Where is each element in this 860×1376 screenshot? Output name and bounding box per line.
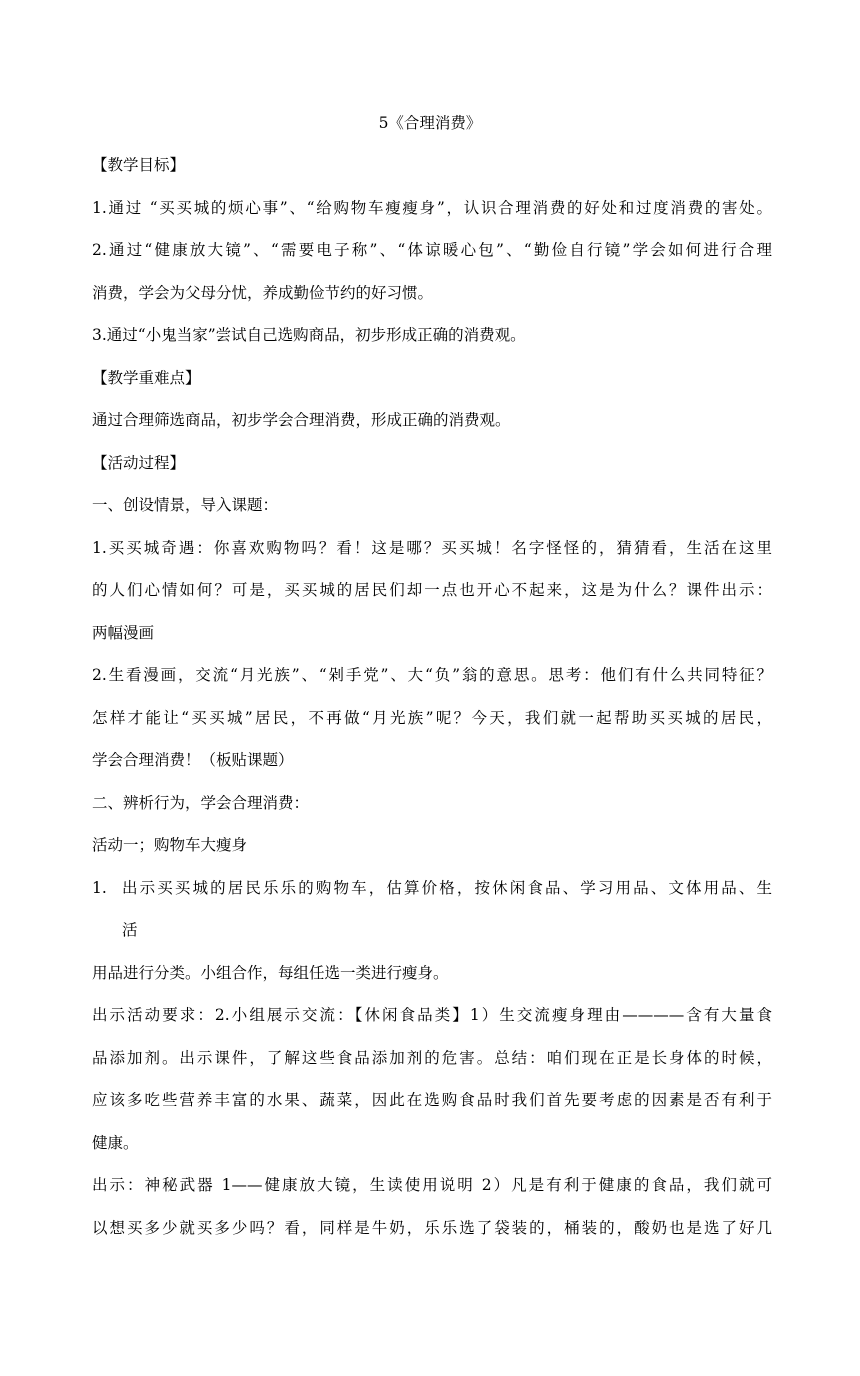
goal-2-line-2: 消费，学会为父母分忧，养成勤俭节约的好习惯。 — [92, 284, 434, 302]
list-item-line-2: 活 — [122, 921, 138, 939]
paragraph-1-line-1: 1.买买城奇遇：你喜欢购物吗？看！这是哪？买买城！名字怪怪的，猜猜看，生活在这里 — [92, 539, 772, 557]
list-item-number: 1. — [92, 879, 107, 897]
list-item-line-1: 出示买买城的居民乐乐的购物车，估算价格，按休闲食品、学习用品、文体用品、生 — [122, 879, 772, 897]
section-1-heading: 一、创设情景，导入课题： — [92, 496, 279, 514]
goal-3: 3.通过“小鬼当家”尝试自己选购商品，初步形成正确的消费观。 — [92, 326, 526, 344]
goal-1: 1.通过 “买买城的烦心事”、“给购物车瘦瘦身”，认识合理消费的好处和过度消费的害处。 — [92, 199, 772, 217]
paragraph-4-line-3: 应该多吃些营养丰富的水果、蔬菜，因此在选购食品时我们首先要考虑的因素是否有利于 — [92, 1091, 772, 1109]
paragraph-3: 用品进行分类。小组合作，每组任选一类进行瘦身。 — [92, 964, 449, 982]
key-heading: 【教学重难点】 — [92, 369, 201, 387]
paragraph-1-line-3: 两幅漫画 — [92, 624, 155, 642]
paragraph-1-line-2: 的人们心情如何？可是，买买城的居民们却一点也开心不起来，这是为什么？课件出示： — [92, 581, 772, 599]
paragraph-5-line-1: 出示：神秘武器 1——健康放大镜，生读使用说明 2）凡是有利于健康的食品，我们就可 — [92, 1176, 772, 1194]
process-heading: 【活动过程】 — [92, 454, 186, 472]
paragraph-4-line-1: 出示活动要求：2.小组展示交流：【休闲食品类】1）生交流瘦身理由————含有大量食 — [92, 1006, 772, 1024]
paragraph-5-line-2: 以想买多少就买多少吗？看，同样是牛奶，乐乐选了袋装的，桶装的，酸奶也是选了好几 — [92, 1219, 772, 1237]
paragraph-2-line-1: 2.生看漫画，交流“月光族”、“剁手党”、大“负”翁的意思。思考：他们有什么共同特征？ — [92, 666, 772, 684]
paragraph-2-line-2: 怎样才能让“买买城”居民，不再做“月光族”呢？今天，我们就一起帮助买买城的居民， — [92, 709, 772, 727]
key-text: 通过合理筛选商品，初步学会合理消费，形成正确的消费观。 — [92, 411, 511, 429]
paragraph-4-line-4: 健康。 — [92, 1134, 139, 1152]
goal-2-line-1: 2.通过“健康放大镜”、“需要电子称”、“体谅暖心包”、“勤俭自行镜”学会如何进行合理 — [92, 241, 772, 259]
goals-heading: 【教学目标】 — [92, 156, 186, 174]
paragraph-4-line-2: 品添加剂。出示课件，了解这些食品添加剂的危害。总结：咱们现在正是长身体的时候， — [92, 1049, 772, 1067]
section-2-heading: 二、辨析行为，学会合理消费： — [92, 794, 310, 812]
paragraph-2-line-3: 学会合理消费！（板贴课题） — [92, 751, 294, 769]
activity-1-heading: 活动一；购物车大瘦身 — [92, 836, 248, 854]
document-title: 5《合理消费》 — [378, 114, 482, 132]
